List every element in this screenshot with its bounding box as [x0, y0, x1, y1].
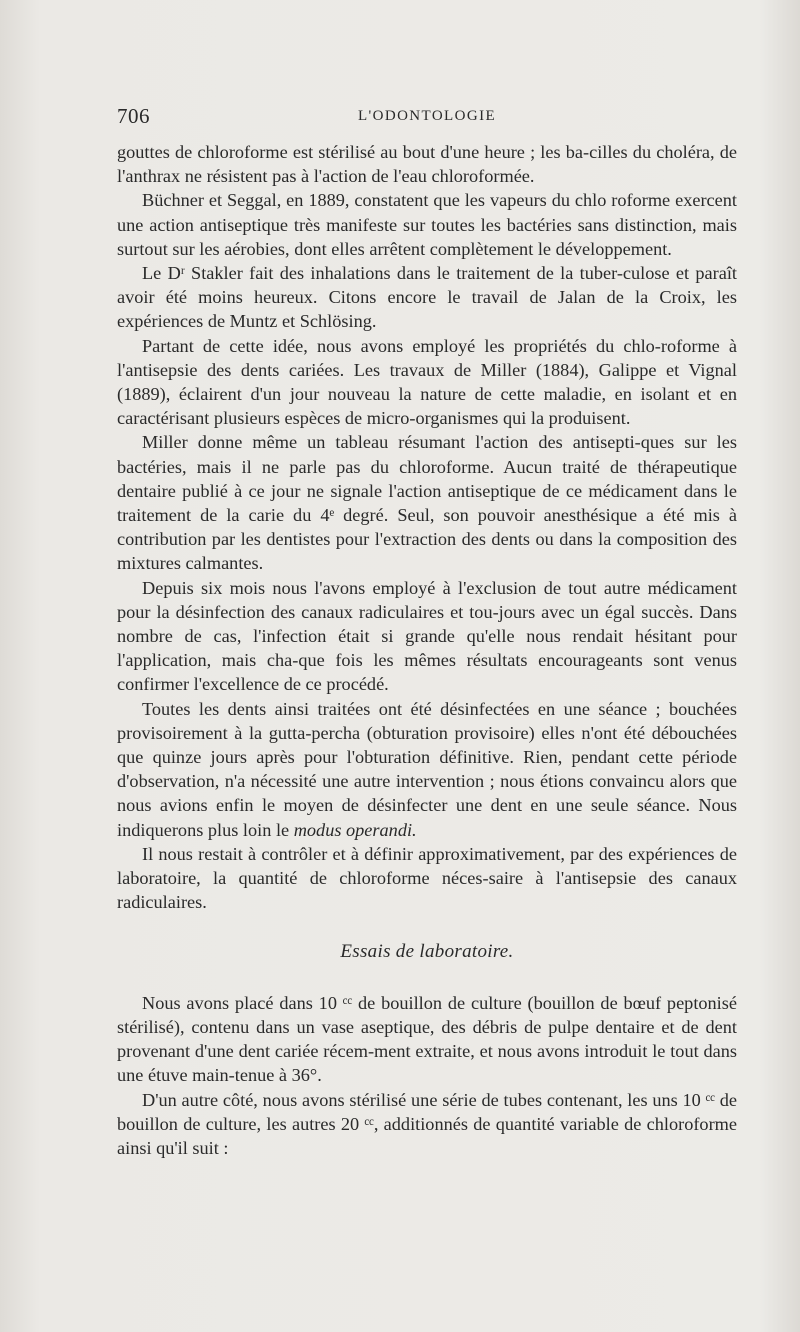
italic-term: modus operandi.	[293, 819, 417, 840]
paragraph-with-italic	[117, 697, 737, 842]
paragraph: gouttes de chloroforme est stérilisé au bout d'une heure ; les ba-cilles du choléra, de l'anthrax ne résistent pas à l'action de l'eau chloroformée.	[117, 142, 737, 187]
paragraph: Miller donne même un tableau résumant l'action des antisepti-ques sur les bactéries, mais il ne parle pas du chloroforme. Aucun traité de thérapeutique dentaire publié à ce jour ne signale l'action antiseptique de ce médicament dans le traitement de la carie du 4ᵉ degré. Seul, son pouvoir anesthésique a été mis à contribution par les dentistes pour l'extraction des dents ou dans la composition des mixtures calmantes.	[117, 432, 737, 574]
paragraph: Le Dʳ Stakler fait des inhalations dans le traitement de la tuber-culose et paraît avoir été moins heureux. Citons encore le travail de Jalan de la Croix, les expériences de Muntz et Schlösing.	[117, 263, 737, 332]
paragraph: Büchner et Seggal, en 1889, constatent que les vapeurs du chlo roforme exercent une action antiseptique très manifeste sur toutes les bactéries sans distinction, mais surtout sur les aérobies, dont elles arrêtent complètement le développement.	[117, 190, 737, 259]
paragraph: D'un autre côté, nous avons stérilisé une série de tubes contenant, les uns 10 ᶜᶜ de bouillon de culture, les autres 20 ᶜᶜ, additionnés de quantité variable de chloroforme ainsi qu'il suit :	[117, 1089, 737, 1158]
article-body	[117, 140, 737, 1160]
paragraph: Nous avons placé dans 10 ᶜᶜ de bouillon de culture (bouillon de bœuf peptonisé stérilisé), contenu dans un vase aseptique, des débris de pulpe dentaire et de dent provenant d'une dent cariée récem-ment extraite, et nous avons introduit le tout dans une étuve main-tenue à 36°.	[117, 992, 737, 1086]
paragraph: Il nous restait à contrôler et à définir approximativement, par des expériences de laboratoire, la quantité de chloroforme néces-saire à l'antisepsie des canaux radiculaires.	[117, 843, 737, 913]
paragraph: Depuis six mois nous l'avons employé à l'exclusion de tout autre médicament pour la désinfection des canaux radiculaires et tou-jours avec un égal succès. Dans nombre de cas, l'infection était si grande qu'elle nous rendait hésitant pour l'application, mais cha-que fois les mêmes résultats encourageants sont venus confirmer l'excellence de ce procédé.	[117, 577, 737, 695]
page-number: 706	[117, 104, 150, 128]
running-title: L'ODONTOLOGIE	[357, 108, 497, 124]
section-title: Essais de laboratoire.	[340, 940, 514, 962]
paragraph-text: Toutes les dents ainsi traitées ont été désinfectées en une séance ; bouchées provisoirement à la gutta-percha (obturation provisoire) elles n'ont été débouchées que quinze jours après pour l'obturation définitive. Rien, pendant cette période d'observation, n'a nécessité une autre intervention ; nous étions convaincu alors que nous avions enfin le moyen de désinfecter une dent en une seule séance. Nous indiquerons plus loin le	[117, 698, 737, 840]
paragraph: Partant de cette idée, nous avons employé les propriétés du chlo-roforme à l'antisepsie des dents cariées. Les travaux de Miller (1884), Galippe et Vignal (1889), éclairent d'un jour nouveau la nature de cette maladie, en isolant et en caractérisant plusieurs espèces de micro-organismes qui la produisent.	[117, 335, 737, 429]
page-header	[117, 100, 737, 140]
book-page	[117, 100, 737, 1160]
